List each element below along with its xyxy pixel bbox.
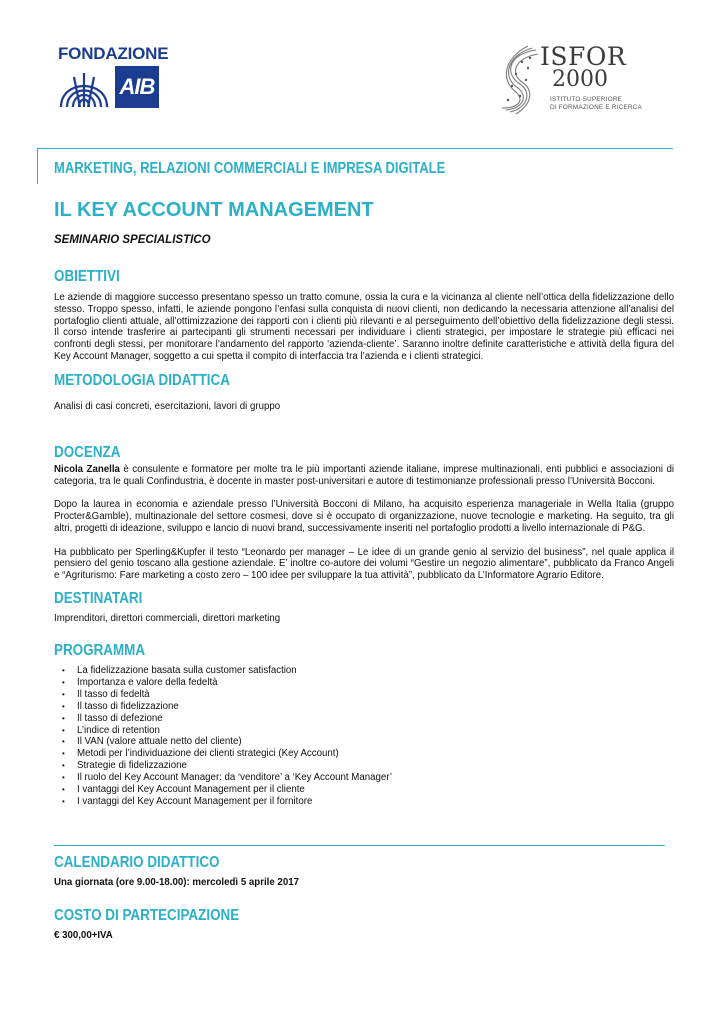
page-subtitle: SEMINARIO SPECIALISTICO <box>54 234 211 246</box>
category-heading: MARKETING, RELAZIONI COMMERCIALI E IMPRESA DIGITALE <box>54 160 446 177</box>
list-item: • Strategie di fidelizzazione <box>54 760 392 772</box>
docenza-text <box>54 464 674 582</box>
list-item: • I vantaggi del Key Account Management per il fornitore <box>54 796 392 808</box>
isfor-tagline-1: ISTITUTO SUPERIORE <box>550 96 623 103</box>
logo-mark: AIB <box>115 66 159 108</box>
obiettivi-line: Key Account Manager, soggetto a cui spetta il compito di interfaccia tra l’azienda e i clienti strategici. <box>54 350 484 362</box>
docenza-line-rest: è consulente e formatore per molte tra le più importanti aziende italiane, imprese multinazionali, enti pubblici e associazioni di <box>119 464 674 475</box>
list-item: • Importanza e valore della fedeltà <box>54 677 392 689</box>
list-item: • La fidelizzazione basata sulla customer satisfaction <box>54 665 392 677</box>
docenza-line <box>54 464 674 476</box>
obiettivi-line: confronti degli stessi, per monitorare l’andamento del rapporto ‘azienda-cliente’. Saranno inoltre definite caratteristiche e attività della figura del <box>54 339 674 351</box>
docenza-line: Procter&Gamble), multinazionale del settore cosmesi, dove si è occupato di organizzazione, nuove tecnologie e marketing. Ha seguito, tra gli <box>54 511 674 523</box>
list-item: • Il tasso di fidelizzazione <box>54 701 392 713</box>
isfor-2000-logo <box>498 40 648 120</box>
docenza-heading: DOCENZA <box>54 444 121 461</box>
list-item: • L’indice di retention <box>54 725 392 737</box>
docenza-line: Ha pubblicato per Sperling&Kupfer il testo “Leonardo per manager – Le idee di un grande genio al servizio del business”, nel quale applica il <box>54 546 674 558</box>
logo-wordmark: FONDAZIONE <box>58 44 169 63</box>
metodologia-heading: METODOLOGIA DIDATTICA <box>54 372 230 389</box>
destinatari-heading: DESTINATARI <box>54 590 143 607</box>
obiettivi-heading: OBIETTIVI <box>54 268 120 285</box>
isfor-year: 2000 <box>552 67 608 92</box>
metodologia-text: Analisi di casi concreti, esercitazioni, lavori di gruppo <box>54 401 281 412</box>
programma-list <box>54 665 392 808</box>
page-title: IL KEY ACCOUNT MANAGEMENT <box>54 199 374 221</box>
obiettivi-text <box>54 292 674 363</box>
shell-emblem-icon <box>58 65 110 109</box>
isfor-name: ISFOR <box>540 42 627 71</box>
fondazione-aib-logo <box>58 44 170 114</box>
docenza-line: categoria, tra le quali Confindustria, è docente in master post-universitari e autore di testimonianze professionali presso l’Università Bocconi. <box>54 475 655 487</box>
docente-name: Nicola Zanella <box>54 464 120 475</box>
obiettivi-line: Il corso intende trasferire ai partecipanti gli strumenti necessari per individuare i clienti strategici, per impostare le strategie più efficaci nei <box>54 327 674 339</box>
list-item: • Metodi per l’individuazione dei clienti strategici (Key Account) <box>54 748 392 760</box>
list-item: • Il VAN (valore attuale netto del cliente) <box>54 736 392 748</box>
obiettivi-line: Le aziende di maggiore successo presentano spesso un tratto comune, ossia la cura e la vicinanza al cliente nell’ottica della fidelizzazione dello <box>54 292 674 303</box>
list-item: • Il tasso di defezione <box>54 713 392 725</box>
programma-heading: PROGRAMMA <box>54 642 146 659</box>
docenza-line: pensiero del genio toscano alla gestione aziendale. E’ inoltre co-autore dei volumi “Gestire un negozio alimentare”, pubblicato da Franco Angeli <box>54 558 674 570</box>
docenza-line: altri, progetti di ideazione, sviluppo e lancio di nuovi brand, successivamente inseriti nel portafoglio prodotti a livello internazionale di P&G. <box>54 522 646 534</box>
section-divider <box>54 845 665 846</box>
obiettivi-line: stesso. Troppo spesso, infatti, le aziende pongono l’enfasi sulla conquista di nuovi clienti, non dedicando la necessaria attenzione all’analisi del <box>54 303 674 315</box>
costo-text: € 300,00+IVA <box>54 930 113 941</box>
docenza-line: e “Agriturismo: Fare marketing a costo zero – 100 idee per sviluppare la tua attività”, pubblicato da L’Informatore Agrario Editore. <box>54 570 604 582</box>
list-item: • Il ruolo del Key Account Manager: da ‘venditore’ a ‘Key Account Manager’ <box>54 772 392 784</box>
swirl-emblem-icon <box>498 44 542 116</box>
frame-left-rule <box>37 148 38 184</box>
costo-heading: COSTO DI PARTECIPAZIONE <box>54 907 240 924</box>
list-item: • Il tasso di fedeltà <box>54 689 392 701</box>
destinatari-text: Imprenditori, direttori commerciali, direttori marketing <box>54 613 281 624</box>
obiettivi-line: portafoglio clienti attuale, all’ottimizzazione dei rapporti con i clienti più rilevanti e al perseguimento dell’obiettivo della fidelizzazione degli stessi. <box>54 315 674 327</box>
calendario-text: Una giornata (ore 9.00-18.00): mercoledì 5 aprile 2017 <box>54 877 299 888</box>
calendario-heading: CALENDARIO DIDATTICO <box>54 854 220 871</box>
frame-top-rule <box>37 148 673 149</box>
isfor-tagline-2: DI FORMAZIONE E RICERCA <box>550 104 642 111</box>
docenza-line: Dopo la laurea in economia e aziendale presso l’Università Bocconi di Milano, ha acquisito esperienza manageriale in Wella Italia (gruppo <box>54 499 674 511</box>
list-item: • I vantaggi del Key Account Management per il cliente <box>54 784 392 796</box>
